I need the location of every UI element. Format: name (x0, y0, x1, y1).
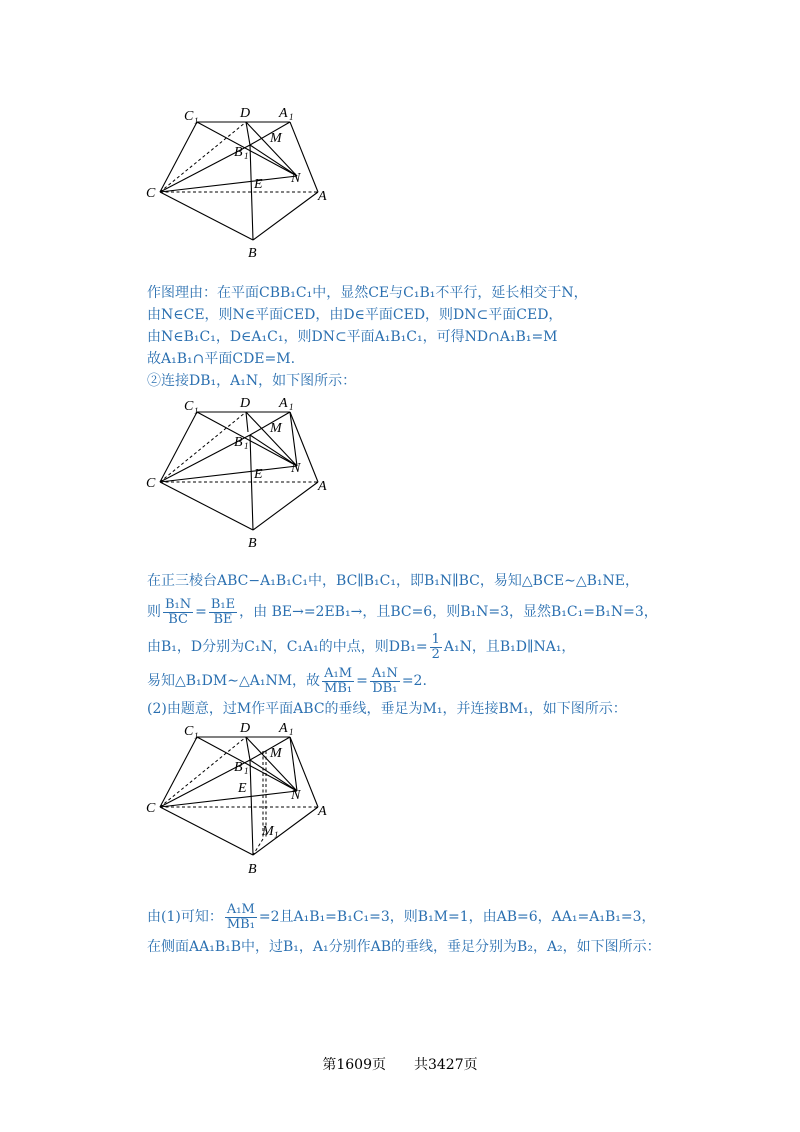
label-b1: B (234, 760, 243, 775)
label-d: D (240, 396, 251, 411)
label-b1: B (234, 435, 243, 450)
text-line-3: 由N∈B₁C₁，D∈A₁C₁，则DN⊂平面A₁B₁C₁，可得ND∩A₁B₁=M (147, 329, 558, 345)
svg-text:1: 1 (289, 727, 294, 737)
figure-3 (140, 715, 340, 889)
label-c: C (146, 476, 156, 491)
svg-text:1: 1 (289, 112, 294, 122)
label-a: A (318, 479, 327, 494)
page-footer: 第1609页 共3427页 (322, 1057, 478, 1073)
svg-text:1: 1 (244, 151, 249, 161)
label-b: B (248, 862, 257, 877)
label-n: N (291, 171, 301, 186)
fraction-half: $\frac{1}{2}$ (431, 631, 440, 662)
fraction-b1n-bc: $\frac{\text{B₁N}}{BC}$ (165, 596, 192, 627)
svg-text:1: 1 (289, 402, 294, 412)
text-line-5: ②连接DB₁，A₁N，如下图所示： (147, 373, 357, 389)
label-b1: B (234, 145, 243, 160)
text-line-8: 由B₁，D分别为C₁N，C₁A₁的中点，则DB₁= $\frac{1}{2}$ A₁N，且B₁D∥NA₁， (147, 631, 576, 662)
label-a1: A (279, 396, 288, 411)
label-c1: C (184, 109, 194, 124)
label-e: E (254, 467, 263, 482)
fraction-a1m-mb1: $\frac{\text{A₁M}}{\text{MB₁}}$ (324, 665, 353, 696)
text-line-4: 故A₁B₁∩平面CDE=M. (147, 351, 296, 367)
label-a1: A (279, 106, 288, 121)
text-line-2: 由N∈CE，则N∈平面CED，由D∈平面CED，则DN⊂平面CED， (147, 307, 563, 323)
label-e: E (254, 177, 263, 192)
text-line-10: (2)由题意，过M作平面ABC的垂线，垂足为M₁，并连接BM₁，如下图所示： (147, 701, 627, 717)
label-c1: C (184, 399, 194, 414)
label-d: D (240, 106, 251, 121)
svg-text:1: 1 (274, 830, 279, 840)
fraction-b1e-be: $\frac{\text{B₁E}}{BE}$ (210, 596, 236, 627)
label-a: A (318, 189, 327, 204)
svg-text:1: 1 (194, 406, 199, 416)
label-b: B (248, 536, 257, 551)
label-m1: M (262, 824, 274, 839)
text-line-7: 则 $\frac{\text{B₁N}}{BC}$ = $\frac{\text{B₁E}}{BE}$ ，由 BE→=2EB₁→，且BC=6，则B₁N=3，显然B₁C₁=B₁N=3， (147, 596, 658, 627)
text-line-11: 由(1)可知： $\frac{\text{A₁M}}{\text{MB₁}}$ =2且A₁B₁=B₁C₁=3，则B₁M=1，由AB=6，AA₁=A₁B₁=3， (147, 901, 656, 932)
label-c1: C (184, 724, 194, 739)
label-c: C (146, 186, 156, 201)
label-d: D (240, 721, 251, 736)
label-m: M (270, 131, 282, 146)
label-a1: A (279, 721, 288, 736)
figure-1 (140, 100, 340, 274)
fraction-a1n-db1: $\frac{\text{A₁N}}{\text{DB₁}}$ (371, 665, 398, 696)
text-line-9: 易知△B₁DM∼△A₁NM，故 $\frac{\text{A₁M}}{\text{MB₁}}$ = $\frac{\text{A₁N}}{\text{DB₁}}$ =2. (147, 665, 427, 696)
label-n: N (291, 461, 301, 476)
text-line-1: 作图理由：在平面CBB₁C₁中，显然CE与C₁B₁不平行，延长相交于N， (147, 285, 588, 301)
label-m: M (270, 421, 282, 436)
label-a: A (318, 804, 327, 819)
label-m: M (270, 746, 282, 761)
svg-text:1: 1 (194, 116, 199, 126)
label-e: E (238, 781, 247, 796)
label-c: C (146, 801, 156, 816)
fraction-a1m-mb1-2: $\frac{\text{A₁M}}{\text{MB₁}}$ (226, 901, 255, 932)
svg-text:1: 1 (194, 731, 199, 741)
label-n: N (291, 788, 301, 803)
figure-2 (140, 390, 340, 559)
text-line-12: 在侧面AA₁B₁B中，过B₁，A₁分别作AB的垂线，垂足分别为B₂，A₂，如下图所示： (147, 939, 661, 955)
svg-text:1: 1 (244, 441, 249, 451)
svg-text:1: 1 (244, 766, 249, 776)
label-b: B (248, 246, 257, 261)
text-line-6: 在正三棱台ABC−A₁B₁C₁中，BC∥B₁C₁，即B₁N∥BC，易知△BCE∼△B₁NE， (147, 573, 639, 589)
